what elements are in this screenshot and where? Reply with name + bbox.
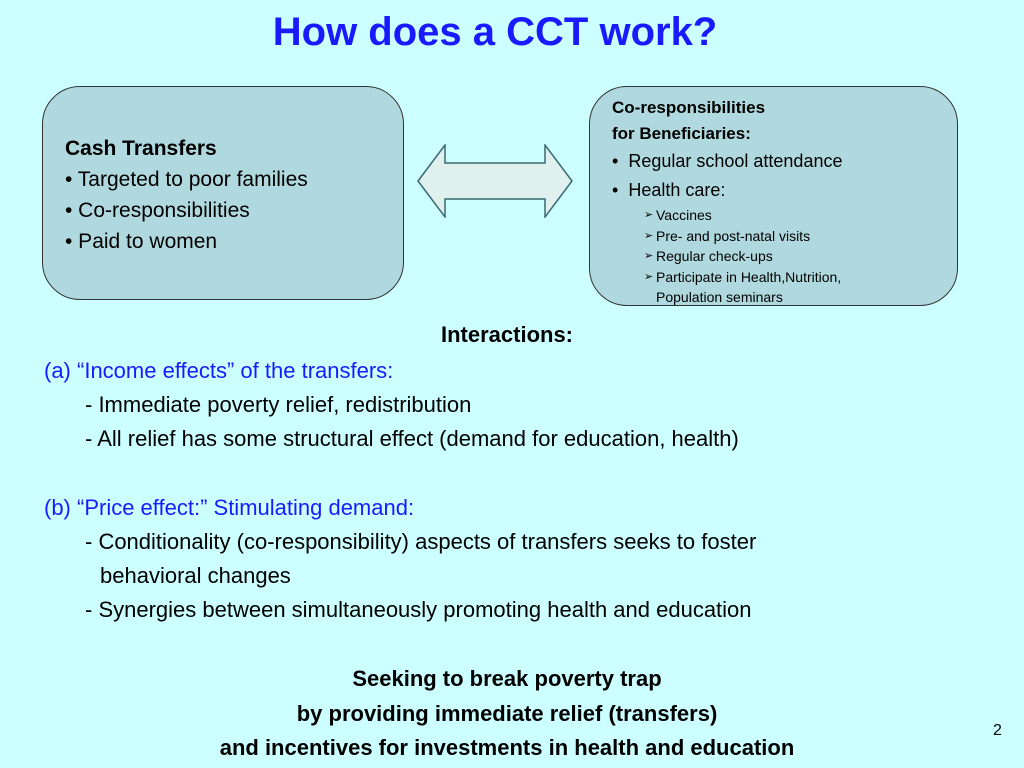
page-number: 2: [993, 722, 1002, 739]
health-care-sub-item-continued: Population seminars: [656, 289, 783, 305]
health-care-sub-item: ➢ Pre- and post-natal visits: [612, 226, 957, 247]
slide-title: How does a CCT work?: [272, 10, 718, 54]
price-effect-item: - Conditionality (co-responsibility) aspects of transfers seeks to foster: [85, 529, 757, 554]
conclusion-line: by providing immediate relief (transfers): [296, 701, 718, 726]
price-effect-heading: (b) “Price effect:” Stimulating demand:: [44, 495, 415, 520]
arrow-bullet-icon: ➢: [644, 229, 654, 242]
health-care-sub-item: ➢ Regular check-ups: [612, 246, 957, 267]
cash-transfers-box: [42, 86, 404, 300]
health-care-sub-item: ➢ Participate in Health,Nutrition,: [612, 267, 957, 288]
double-arrow-icon: [417, 144, 573, 218]
cash-transfers-item: • Co-responsibilities: [65, 199, 250, 222]
arrow-bullet-icon: ➢: [644, 209, 654, 221]
income-effects-item: - Immediate poverty relief, redistribution: [85, 392, 472, 417]
co-responsibilities-box: [589, 86, 958, 306]
conclusion-line: Seeking to break poverty trap: [352, 666, 662, 691]
conclusion-line: and incentives for investments in health and education: [219, 735, 795, 760]
cash-transfers-heading: Cash Transfers: [65, 137, 217, 160]
price-effect-item-continued: behavioral changes: [100, 563, 291, 588]
co-responsibilities-item: • Health care:: [612, 180, 726, 200]
co-responsibilities-heading: for Beneficiaries:: [612, 124, 751, 143]
co-responsibilities-item: • Regular school attendance: [612, 151, 843, 171]
health-care-sub-item: ➢ Vaccines: [612, 205, 957, 226]
income-effects-item: - All relief has some structural effect (demand for education, health): [85, 426, 739, 451]
cash-transfers-item: • Targeted to poor families: [65, 168, 308, 191]
arrow-bullet-icon: ➢: [644, 270, 654, 283]
arrow-bullet-icon: ➢: [644, 250, 654, 262]
income-effects-heading: (a) “Income effects” of the transfers:: [44, 358, 394, 383]
price-effect-item: - Synergies between simultaneously promoting health and education: [85, 597, 752, 622]
co-responsibilities-heading: Co-responsibilities: [612, 98, 766, 117]
interactions-heading: Interactions:: [440, 322, 574, 347]
cash-transfers-item: • Paid to women: [65, 230, 218, 253]
